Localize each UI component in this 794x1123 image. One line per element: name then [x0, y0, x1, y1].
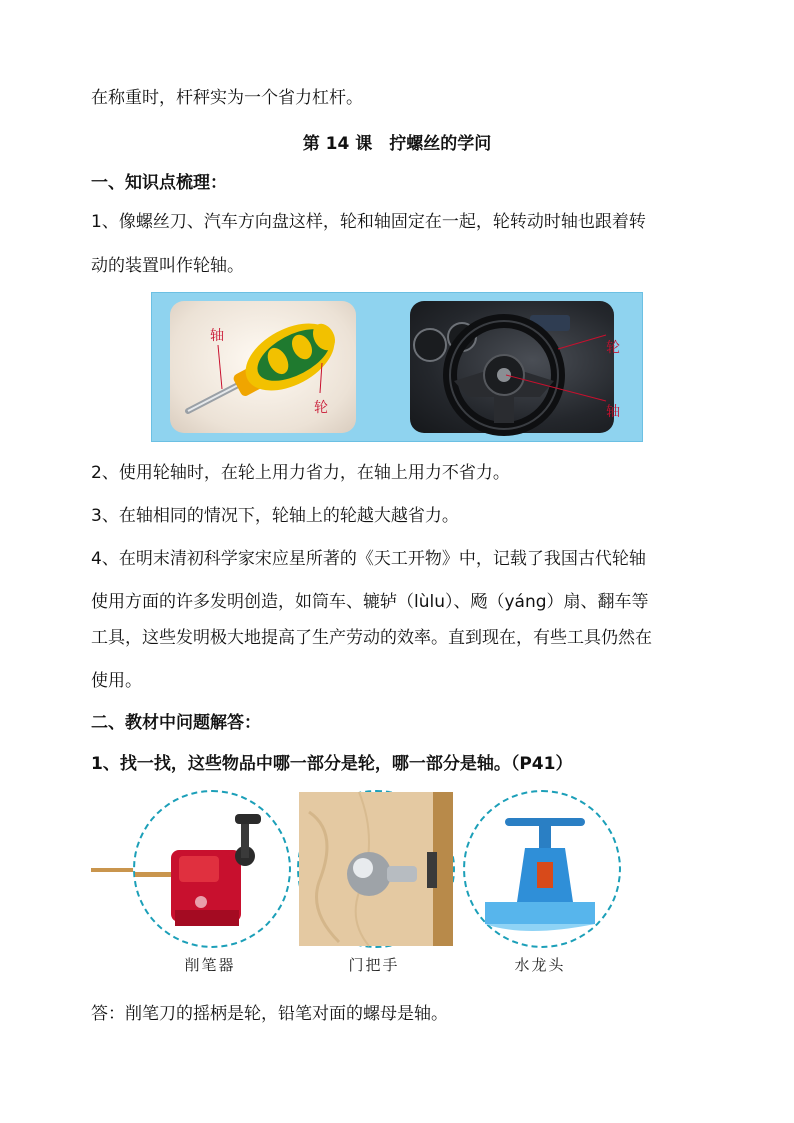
- answer-1: 答：削笔刀的摇柄是轮，铅笔对面的螺母是轴。: [91, 1004, 448, 1024]
- wheel-wheel-label: 轮: [606, 340, 620, 356]
- question-1: 1、找一找，这些物品中哪一部分是轮，哪一部分是轴。（P41）: [91, 754, 573, 774]
- text-line-intro: 在称重时，杆秤实为一个省力杠杆。: [91, 88, 363, 108]
- caption-faucet: 水龙头: [514, 956, 566, 974]
- paragraph-1-line-2: 动的装置叫作轮轴。: [91, 256, 244, 276]
- screwdriver-axle-label: 轴: [210, 328, 224, 344]
- section-heading-knowledge: 一、知识点梳理：: [91, 173, 227, 193]
- everyday-wheel-axle-figure: [91, 784, 631, 984]
- wheel-axle-figure: [151, 292, 643, 442]
- steering-wheel-image: [410, 301, 620, 433]
- lesson-title: 第 14 课 拧螺丝的学问: [302, 134, 492, 154]
- wheel-axle-label: 轴: [606, 404, 620, 420]
- paragraph-3: 3、在轴相同的情况下，轮轴上的轮越大越省力。: [91, 506, 459, 526]
- paragraph-2: 2、使用轮轴时，在轮上用力省力，在轴上用力不省力。: [91, 463, 510, 483]
- caption-door-knob: 门把手: [348, 956, 400, 974]
- paragraph-4-line-3: 工具，这些发明极大地提高了生产劳动的效率。直到现在，有些工具仍然在: [91, 628, 652, 648]
- pencil-sharpener-image: [133, 790, 291, 948]
- caption-pencil-sharpener: 削笔器: [184, 956, 236, 974]
- paragraph-4-line-1: 4、在明末清初科学家宋应星所著的《天工开物》中，记载了我国古代轮轴: [91, 549, 646, 569]
- faucet-image: [463, 790, 621, 948]
- door-knob-image: [297, 790, 455, 948]
- section-heading-answers: 二、教材中问题解答：: [91, 713, 261, 733]
- paragraph-4-line-2: 使用方面的许多发明创造，如筒车、辘轳（lùlu）、飏（yáng）扇、翻车等: [91, 592, 649, 612]
- paragraph-4-line-4: 使用。: [91, 671, 142, 691]
- paragraph-1-line-1: 1、像螺丝刀、汽车方向盘这样，轮和轴固定在一起，轮转动时轴也跟着转: [91, 212, 646, 232]
- screwdriver-wheel-label: 轮: [314, 400, 328, 416]
- screwdriver-image: [170, 301, 356, 433]
